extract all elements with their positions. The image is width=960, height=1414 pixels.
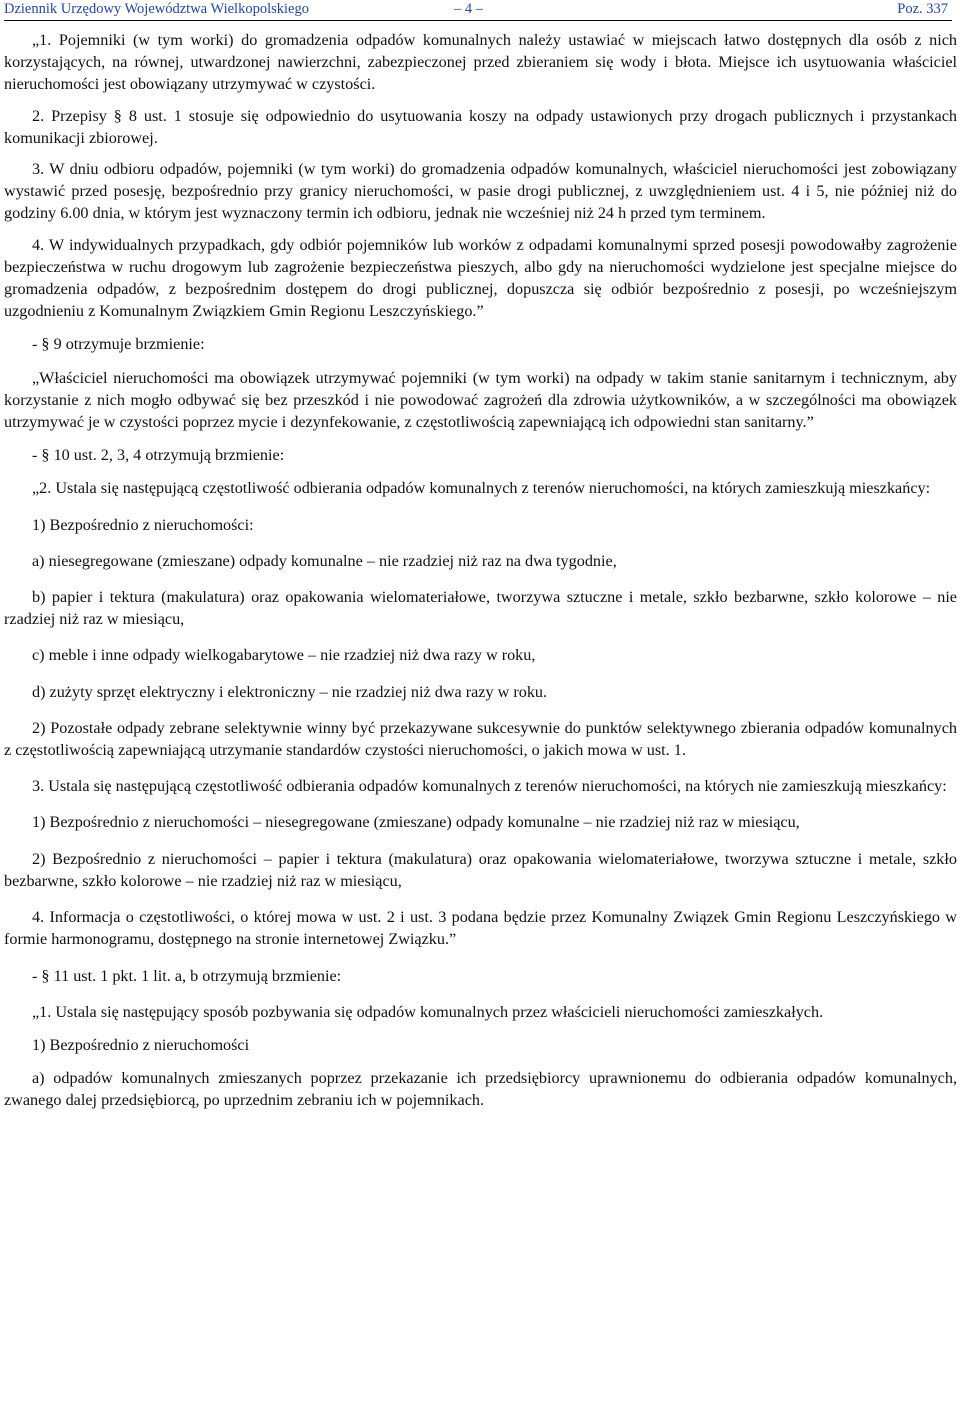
- list-item-direct-collection: 1) Bezpośrednio z nieruchomości:: [32, 515, 254, 534]
- paragraph-par8-ust1: „1. Pojemniki (w tym worki) do gromadzenia odpadów komunalnych należy ustawiać w miejscach łatwo dostępnych dla osób z nich korzystających, na równej, utwardzonej nawierzchni, zabezpieczonej przed zbieraniem się wody i błota. Miejsce ich usytuowania właściciel nieruchomości jest obowiązany utrzymywać w czystości.: [4, 31, 957, 94]
- amendment-par10-heading: - § 10 ust. 2, 3, 4 otrzymują brzmienie:: [32, 446, 285, 465]
- paragraph-par8-ust4: 4. W indywidualnych przypadkach, gdy odbiór pojemników lub worków z odpadami komunalnymi sprzed posesji powodowałby zagrożenie bezpieczeństwa w ruchu drogowym lub zagrożenie bezpieczeństwa pieszych, albo gdy na nieruchomości wydzielone jest specjalne miejsce do gromadzenia odpadów, z bezpośrednim dostępem do drogi publicznej, dopuszcza się odbiór bezpośrednio z posesji, po wcześniejszym uzgodnieniu z Komunalnym Związkiem Gmin Regionu Leszczyńskiego.”: [4, 235, 957, 321]
- paragraph-par10-ust2: „2. Ustala się następującą częstotliwość odbierania odpadów komunalnych z terenów nieruchomości, na których zamieszkują mieszkańcy:: [32, 479, 931, 498]
- amendment-par11-heading: - § 11 ust. 1 pkt. 1 lit. a, b otrzymują brzmienie:: [32, 966, 342, 985]
- list-item-par11-direct: 1) Bezpośrednio z nieruchomości: [32, 1035, 250, 1054]
- page-header: [4, 0, 952, 21]
- paragraph-par10-ust4: 4. Informacja o częstotliwości, o której mowa w ust. 2 i ust. 3 podana będzie przez Komunalny Związek Gmin Regionu Leszczyńskiego w formie harmonogramu, dostępnego na stronie internetowej Związku.”: [4, 908, 957, 949]
- list-item-c-bulky-waste: c) meble i inne odpady wielkogabarytowe – nie rzadziej niż dwa razy w roku,: [32, 646, 536, 665]
- paragraph-par10-ust3: 3. Ustala się następującą częstotliwość odbierania odpadów komunalnych z terenów nieruchomości, na których nie zamieszkują mieszkańcy:: [32, 777, 947, 796]
- position-number: Poz. 337: [897, 1, 948, 17]
- list-item-a-mixed-waste: a) niesegregowane (zmieszane) odpady komunalne – nie rzadziej niż raz na dwa tygodnie,: [32, 551, 617, 570]
- list-item-d-electronics: d) zużyty sprzęt elektryczny i elektroniczny – nie rzadziej niż dwa razy w roku.: [32, 682, 548, 701]
- list-item-uninhabited-mixed: 1) Bezpośrednio z nieruchomości – niesegregowane (zmieszane) odpady komunalne – nie rzadziej niż raz w miesiącu,: [32, 813, 800, 832]
- paragraph-par11-ust1: „1. Ustala się następujący sposób pozbywania się odpadów komunalnych przez właścicieli nieruchomości zamieszkałych.: [32, 1002, 824, 1021]
- list-item-selective-points: 2) Pozostałe odpady zebrane selektywnie winny być przekazywane sukcesywnie do punktów selektywnego zbierania odpadów komunalnych z częstotliwością zapewniającą utrzymanie standardów czystości nieruchomości, o jakich mowa w ust. 1.: [4, 718, 957, 760]
- list-item-b-paper-packaging: b) papier i tektura (makulatura) oraz opakowania wielomateriałowe, tworzywa sztuczne i metale, szkło bezbarwne, szkło kolorowe – nie rzadziej niż raz w miesiącu,: [4, 588, 957, 629]
- paragraph-par8-ust2: 2. Przepisy § 8 ust. 1 stosuje się odpowiednio do usytuowania koszy na odpady ustawionych przy drogach publicznych i przystankach komunikacji zbiorowej.: [4, 106, 957, 147]
- list-item-par11-a-mixed: a) odpadów komunalnych zmieszanych poprzez przekazanie ich przedsiębiorcy uprawnionemu do odbierania odpadów komunalnych, zwanego dalej przedsiębiorcą, po uprzednim zebraniu ich w pojemnikach.: [4, 1069, 957, 1110]
- paragraph-par8-ust3: 3. W dniu odbioru odpadów, pojemniki (w tym worki) do gromadzenia odpadów komunalnych, właściciel nieruchomości jest zobowiązany wystawić przed posesję, bezpośrednio przy granicy nieruchomości, w pasie drogi publicznej, z uwzględnieniem ust. 4 i 5, nie później niż do godziny 6.00 dnia, w którym jest wyznaczony termin ich odbioru, jednak nie wcześniej niż 24 h przed tym terminem.: [4, 160, 957, 223]
- amendment-par9-heading: - § 9 otrzymuje brzmienie:: [32, 335, 205, 354]
- list-item-uninhabited-paper: 2) Bezpośrednio z nieruchomości – papier i tektura (makulatura) oraz opakowania wielomateriałowe, tworzywa sztuczne i metale, szkło bezbarwne, szkło kolorowe – nie rzadziej niż raz w miesiącu,: [4, 849, 957, 890]
- document-body: [4, 29, 957, 1112]
- page-number: – 4 –: [454, 1, 483, 17]
- journal-title: Dziennik Urzędowy Województwa Wielkopolskiego: [4, 1, 309, 17]
- paragraph-par9-text: „Właściciel nieruchomości ma obowiązek utrzymywać pojemniki (w tym worki) na odpady w takim stanie sanitarnym i technicznym, aby korzystanie z nich mogło odbywać się bez przeszkód i nie powodować zagrożeń dla zdrowia użytkowników, a w szczególności ma obowiązek utrzymywać je w czystości poprzez mycie i dezynfekowanie, z częstotliwością zapewniającą ich odpowiedni stan sanitarny.”: [4, 368, 957, 432]
